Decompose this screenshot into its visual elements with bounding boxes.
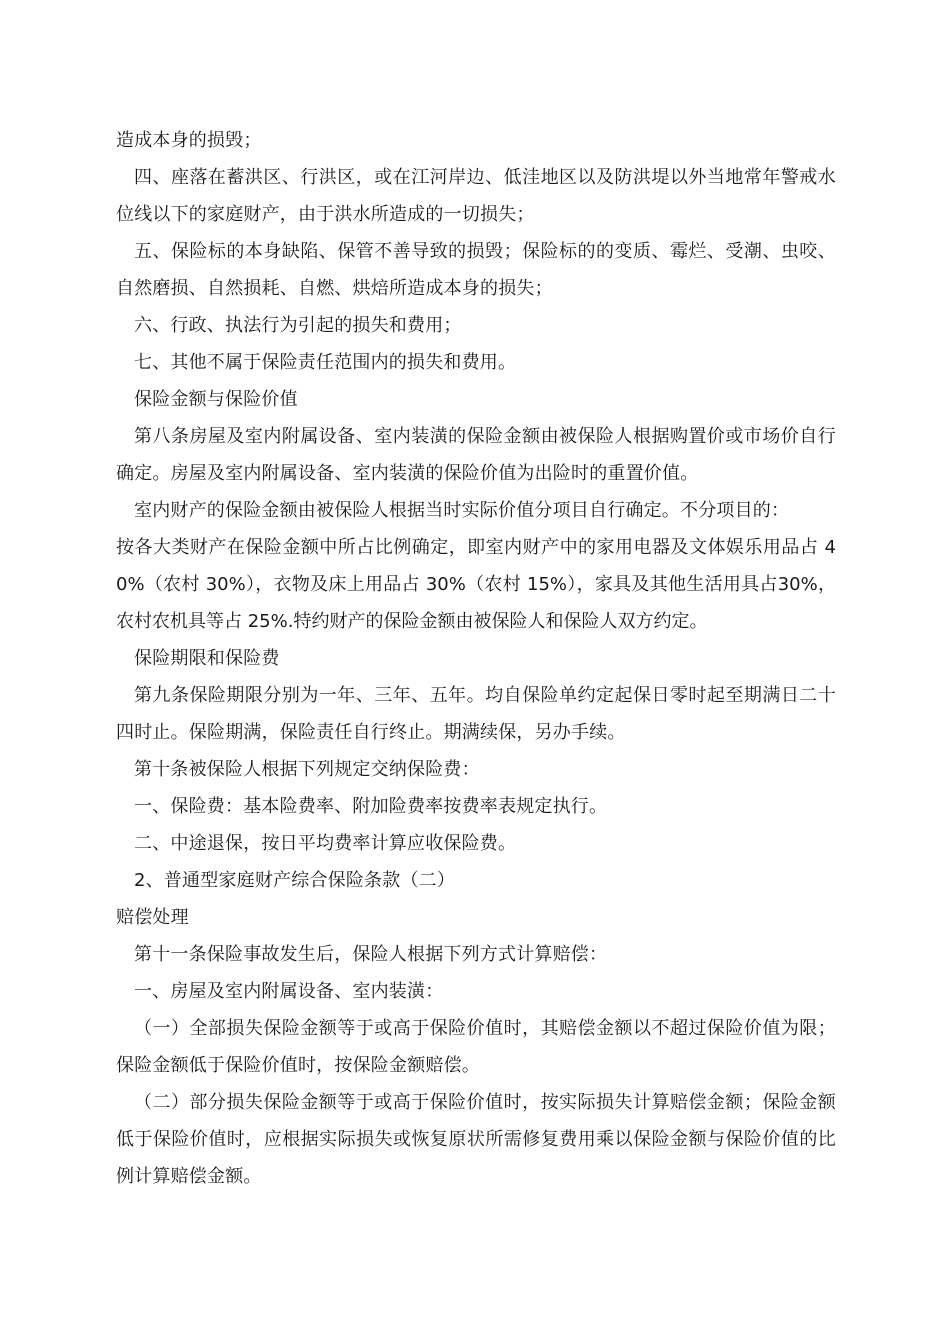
paragraph-claims-1: 一、房屋及室内附属设备、室内装潢： [134, 981, 444, 1002]
paragraph-premium-2: 二、中途退保，按日平均费率计算应收保险费。 [134, 833, 517, 854]
paragraph-article-11: 第十一条保险事故发生后，保险人根据下列方式计算赔偿： [134, 944, 608, 965]
section-heading-clause-2: 2、普通型家庭财产综合保险条款（二） [134, 870, 456, 891]
document-body [116, 122, 836, 1195]
paragraph-exclusion-7: 七、其他不属于保险责任范围内的损失和费用。 [134, 352, 517, 373]
paragraph-total-loss: （一）全部损失保险金额等于或高于保险价值时，其赔偿金额以不超过保险价值为限；保险金额低于保险价值时，按保险金额赔偿。 [116, 1018, 836, 1076]
paragraph-article-9: 第九条保险期限分别为一年、三年、五年。均自保险单约定起保日零时起至期满日二十四时止。保险期满，保险责任自行终止。期满续保，另办手续。 [116, 685, 836, 743]
paragraph-article-8: 第八条房屋及室内附属设备、室内装潢的保险金额由被保险人根据购置价或市场价自行确定。房屋及室内附属设备、室内装潢的保险价值为出险时的重置价值。 [116, 426, 836, 484]
section-heading-period-premium: 保险期限和保险费 [134, 648, 280, 669]
paragraph-proportion: 按各大类财产在保险金额中所占比例确定，即室内财产中的家用电器及文体娱乐用品占 40%（农村 30%），衣物及床上用品占 30%（农村 15%），家具及其他生活用具占30%，农村农机具等占 25%.特约财产的保险金额由被保险人和保险人双方约定。 [116, 537, 836, 632]
section-heading-claims: 赔偿处理 [116, 907, 189, 928]
paragraph-article-10: 第十条被保险人根据下列规定交纳保险费： [134, 759, 480, 780]
paragraph-exclusion-4: 四、座落在蓄洪区、行洪区，或在江河岸边、低洼地区以及防洪堤以外当地常年警戒水位线以下的家庭财产，由于洪水所造成的一切损失； [116, 167, 836, 225]
paragraph-continuation: 造成本身的损毁； [116, 130, 262, 151]
paragraph-premium-1: 一、保险费：基本险费率、附加险费率按费率表规定执行。 [134, 796, 608, 817]
paragraph-exclusion-5: 五、保险标的本身缺陷、保管不善导致的损毁；保险标的的变质、霉烂、受潮、虫咬、自然磨损、自然损耗、自燃、烘焙所造成本身的损失； [116, 241, 836, 299]
section-heading-insured-amount: 保险金额与保险价值 [134, 389, 298, 410]
paragraph-partial-loss: （二）部分损失保险金额等于或高于保险价值时，按实际损失计算赔偿金额；保险金额低于保险价值时，应根据实际损失或恢复原状所需修复费用乘以保险金额与保险价值的比例计算赔偿金额。 [116, 1092, 836, 1187]
paragraph-indoor-property: 室内财产的保险金额由被保险人根据当时实际价值分项目自行确定。不分项目的： [134, 500, 790, 521]
paragraph-exclusion-6: 六、行政、执法行为引起的损失和费用； [134, 315, 462, 336]
